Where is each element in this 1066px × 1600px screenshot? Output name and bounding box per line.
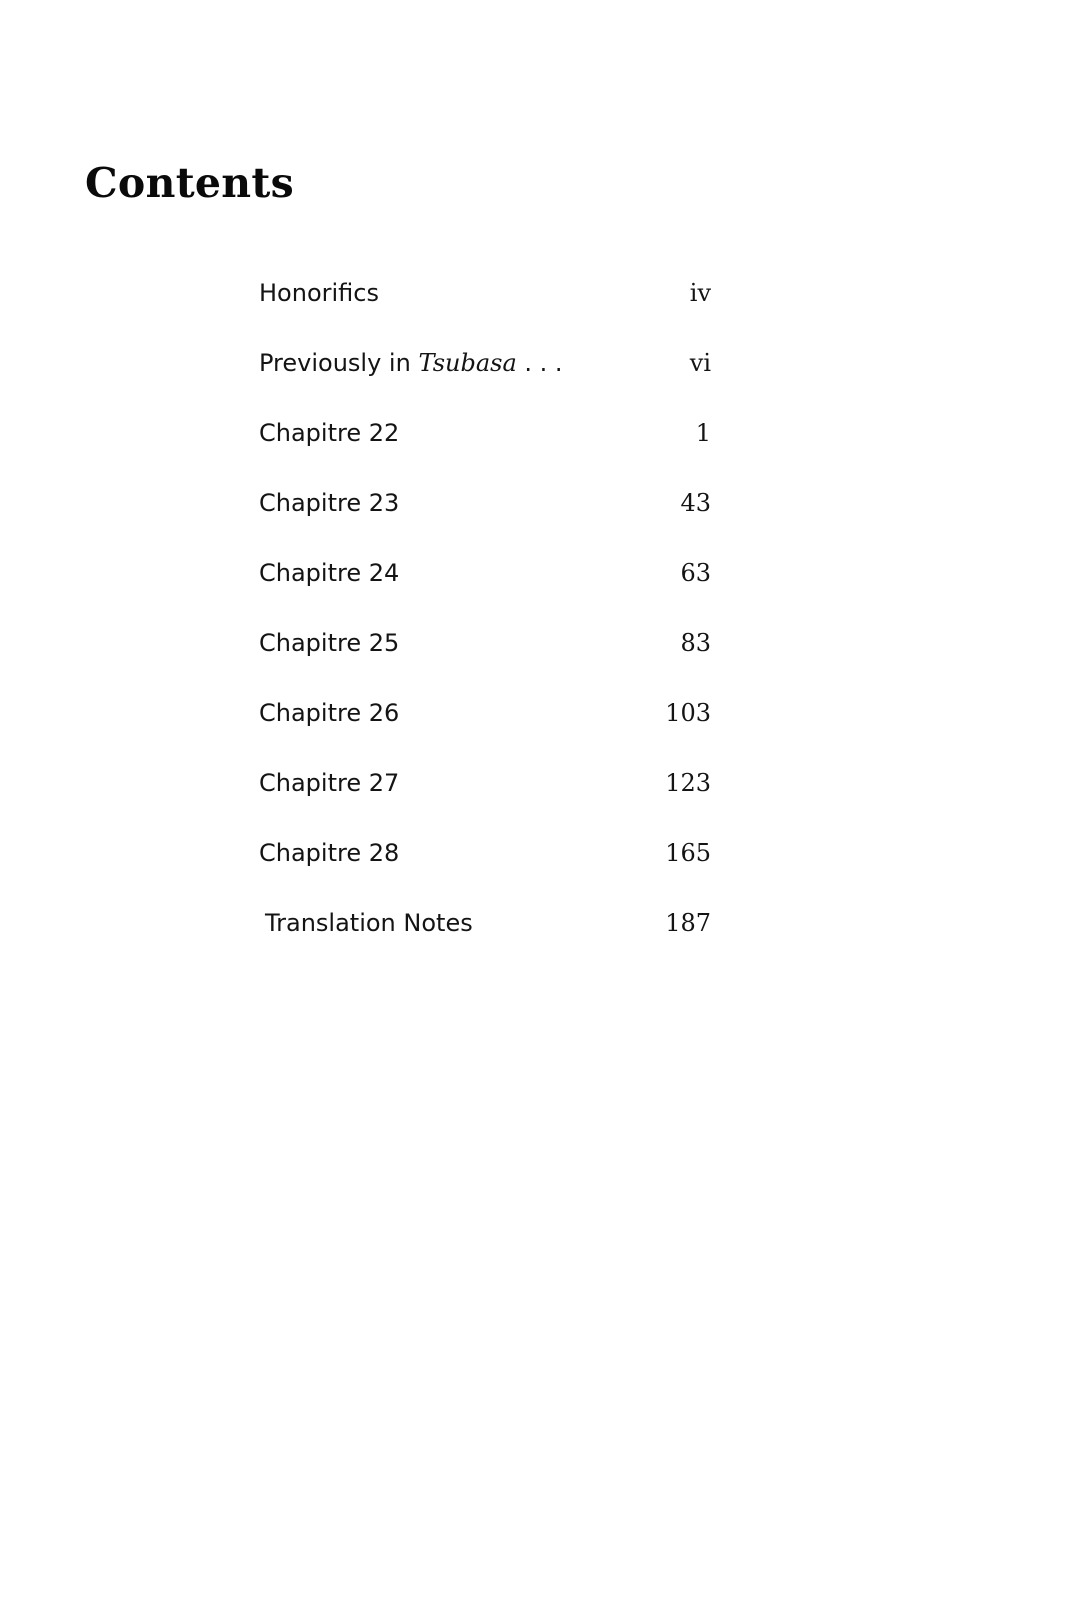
toc-entry-label: Chapitre 27 bbox=[259, 769, 400, 797]
toc-entry-chapitre-27[interactable] bbox=[259, 765, 711, 835]
toc-entry-page-number: 103 bbox=[665, 699, 711, 727]
toc-entry-label-suffix: . . . bbox=[516, 349, 563, 377]
toc-entry-page-number: 1 bbox=[695, 419, 711, 447]
toc-entry-label-prefix: Previously in bbox=[259, 349, 419, 377]
toc-entry-page-number: 123 bbox=[665, 769, 711, 797]
toc-entry-translation-notes[interactable] bbox=[259, 905, 711, 975]
toc-entry-label: Chapitre 22 bbox=[259, 419, 400, 447]
toc-entry-page-number: 83 bbox=[680, 629, 711, 657]
toc-entry-chapitre-24[interactable] bbox=[259, 555, 711, 625]
toc-entry-chapitre-28[interactable] bbox=[259, 835, 711, 905]
toc-entry-page-number: 165 bbox=[665, 839, 711, 867]
page-title: Contents bbox=[85, 159, 295, 207]
toc-entry-label bbox=[259, 345, 563, 381]
toc-entry-chapitre-22[interactable] bbox=[259, 415, 711, 485]
toc-entry-page-number: 63 bbox=[680, 559, 711, 587]
toc-entry-previously[interactable] bbox=[259, 345, 711, 415]
toc-entry-page-number: 187 bbox=[665, 909, 711, 937]
table-of-contents bbox=[259, 275, 711, 975]
toc-entry-chapitre-25[interactable] bbox=[259, 625, 711, 695]
toc-entry-label: Chapitre 23 bbox=[259, 489, 400, 517]
toc-entry-label: Chapitre 28 bbox=[259, 839, 400, 867]
toc-entry-label: Chapitre 26 bbox=[259, 699, 400, 727]
toc-entry-label: Translation Notes bbox=[265, 909, 473, 937]
toc-entry-label: Chapitre 24 bbox=[259, 559, 400, 587]
toc-entry-page-number: iv bbox=[689, 279, 711, 307]
toc-entry-page-number: 43 bbox=[680, 489, 711, 517]
series-title-italic: Tsubasa bbox=[418, 349, 517, 377]
toc-entry-label: Chapitre 25 bbox=[259, 629, 400, 657]
toc-entry-chapitre-26[interactable] bbox=[259, 695, 711, 765]
toc-entry-chapitre-23[interactable] bbox=[259, 485, 711, 555]
toc-entry-page-number: vi bbox=[689, 349, 711, 377]
toc-entry-honorifics[interactable] bbox=[259, 275, 711, 345]
toc-entry-label: Honorifics bbox=[259, 279, 379, 307]
